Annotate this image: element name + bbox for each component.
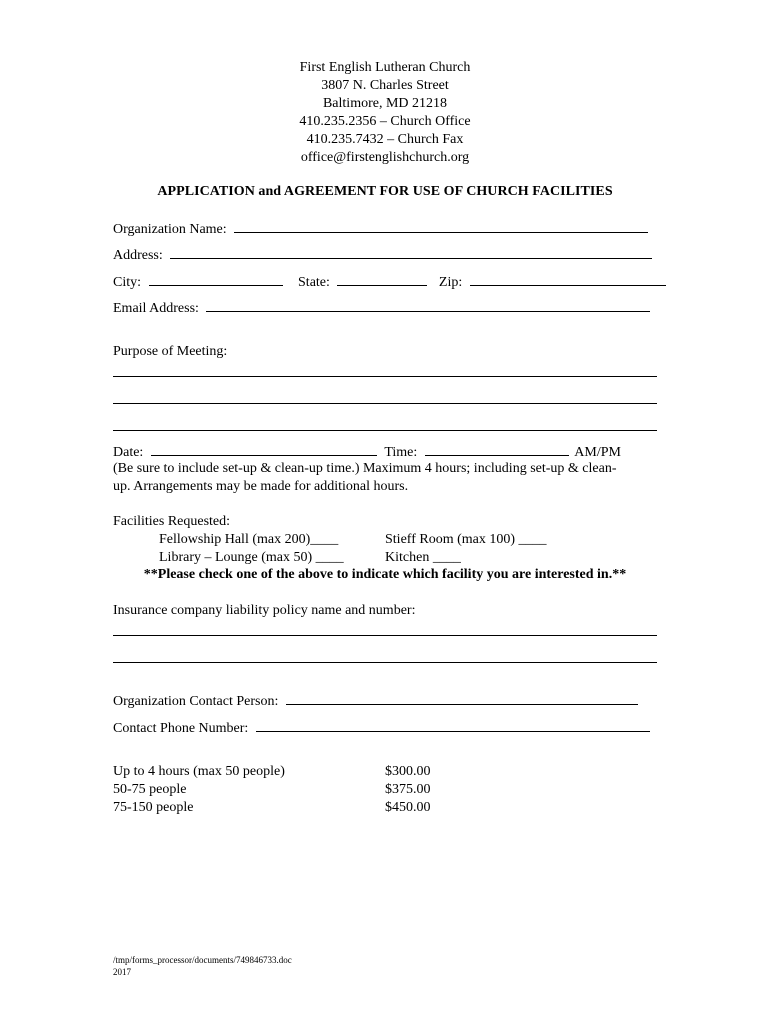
time-field[interactable] [425,443,569,456]
church-name: First English Lutheran Church [299,60,471,75]
library-lounge-option[interactable]: Library – Lounge (max 50) ____ [159,550,344,565]
church-city: Baltimore, MD 21218 [322,95,448,111]
address-label: Address: [113,248,163,263]
time-note-line-1: (Be sure to include set-up & clean-up time.) Maximum 4 hours; including set-up & clean- [113,461,617,476]
contact-phone-row [113,719,650,737]
contact-phone-field[interactable] [256,719,650,732]
insurance-label: Insurance company liability policy name and number: [113,603,416,618]
city-field[interactable] [149,273,283,286]
email-label: Email Address: [113,301,199,316]
stieff-room-option[interactable]: Stieff Room (max 100) ____ [385,532,547,547]
contact-person-field[interactable] [286,692,638,705]
contact-person-label: Organization Contact Person: [113,694,279,709]
footer-path: /tmp/forms_processor/documents/749846733.doc [113,955,292,965]
facility-check-note: **Please check one of the above to indicate which facility you are interested in.** [143,567,627,582]
city-state-zip-row [113,273,666,291]
form-title: APPLICATION and AGREEMENT FOR USE OF CHURCH FACILITIES [157,184,613,199]
email-row [113,299,650,317]
city-label: City: [113,275,142,290]
date-label: Date: [113,445,144,460]
footer [113,954,292,978]
state-label: State: [298,275,330,290]
footer-year: 2017 [113,967,131,977]
zip-field[interactable] [470,273,666,286]
state-field[interactable] [337,273,427,286]
insurance-line-2[interactable] [113,662,657,663]
church-email: office@firstenglishchurch.org [300,149,470,165]
contact-person-row [113,692,638,710]
pricing-description: Up to 4 hours (max 50 people) [113,764,285,779]
date-time-row [113,443,621,461]
insurance-line-1[interactable] [113,635,657,636]
org-name-row [113,220,648,238]
address-row [113,246,652,264]
fellowship-hall-option[interactable]: Fellowship Hall (max 200)____ [159,532,339,547]
purpose-line-2[interactable] [113,403,657,404]
time-note-line-2: up. Arrangements may be made for additional hours. [113,479,409,494]
facilities-label: Facilities Requested: [113,514,231,529]
pricing-price: $450.00 [385,800,431,815]
pricing-price: $375.00 [385,782,431,797]
email-field[interactable] [206,299,650,312]
ampm-label: AM/PM [574,445,621,460]
church-header [0,59,770,166]
zip-label: Zip: [438,275,463,290]
date-field[interactable] [151,443,377,456]
church-fax: 410.235.7432 – Church Fax [306,131,464,147]
church-office-phone: 410.235.2356 – Church Office [299,113,471,129]
pricing-description: 50-75 people [113,782,187,797]
org-name-field[interactable] [234,220,648,233]
address-field[interactable] [170,246,652,259]
pricing-price: $300.00 [385,764,431,779]
time-label: Time: [384,445,418,460]
pricing-description: 75-150 people [113,800,194,815]
purpose-label: Purpose of Meeting: [113,344,228,359]
purpose-line-1[interactable] [113,376,657,377]
org-name-label: Organization Name: [113,222,227,237]
contact-phone-label: Contact Phone Number: [113,721,249,736]
church-street: 3807 N. Charles Street [321,77,449,93]
purpose-line-3[interactable] [113,430,657,431]
kitchen-option[interactable]: Kitchen ____ [385,550,461,565]
